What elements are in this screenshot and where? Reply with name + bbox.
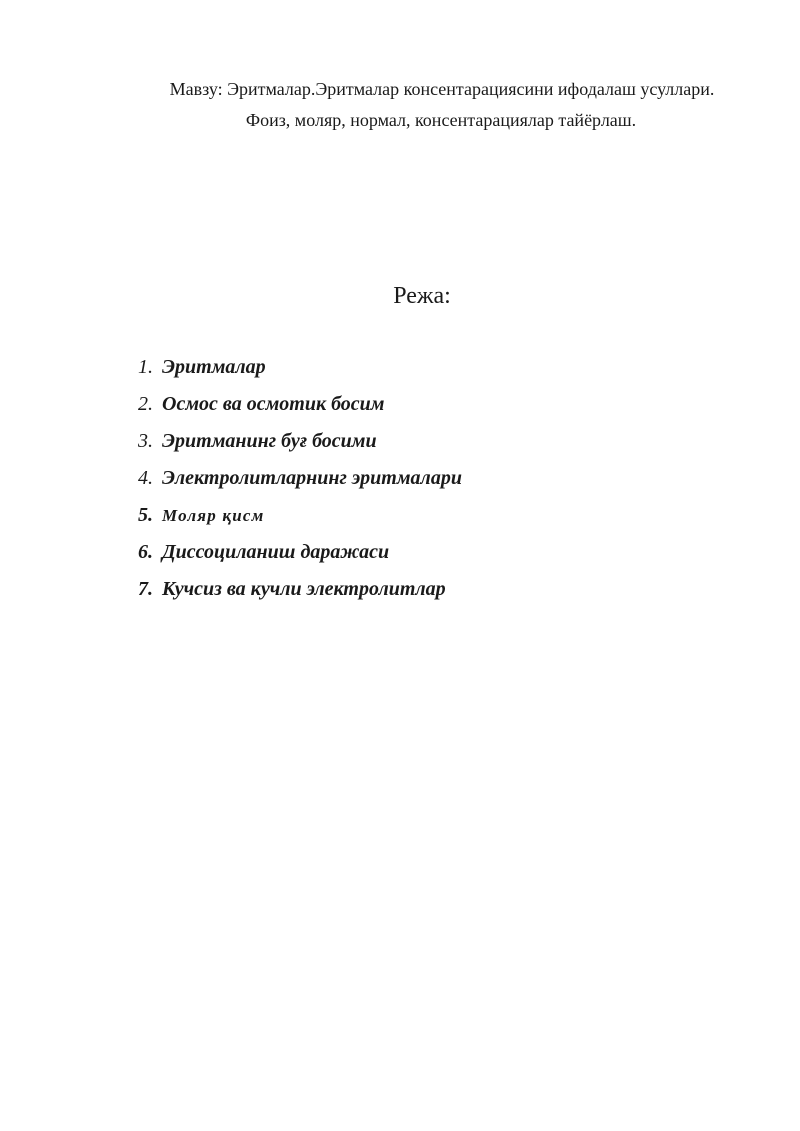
topic-line-2: Фоиз, моляр, нормал, консентарациялар тайёрлаш. [245, 110, 637, 130]
plan-item-5 [138, 500, 462, 537]
plan-list [138, 352, 462, 611]
plan-item-6 [138, 537, 462, 574]
plan-item-text: Диссоциланиш даражаси [162, 541, 390, 563]
plan-item-text: Осмос ва осмотик босим [162, 393, 385, 415]
plan-item-3 [138, 426, 462, 463]
plan-item-text: Эритмалар [162, 356, 266, 378]
plan-item-number: 7. [138, 578, 153, 600]
plan-item-number: 2. [138, 393, 153, 415]
plan-item-text: Кучсиз ва кучли электролитлар [162, 578, 446, 600]
plan-item-number: 6. [138, 541, 153, 563]
plan-item-number: 1. [138, 356, 153, 378]
plan-item-number: 4. [138, 467, 153, 489]
topic-line-1: Мавзу: Эритмалар.Эритмалар консентарациясини ифодалаш усуллари. [169, 79, 715, 99]
plan-item-7 [138, 574, 462, 611]
plan-item-number: 5. [138, 504, 153, 526]
plan-item-text: Электролитларнинг эритмалари [162, 467, 462, 489]
plan-item-number: 3. [138, 430, 153, 452]
plan-title: Режа: [393, 283, 451, 309]
topic-header [0, 74, 800, 136]
plan-item-1 [138, 352, 462, 389]
plan-item-2 [138, 389, 462, 426]
plan-item-text: Моляр қисм [162, 506, 265, 525]
plan-item-4 [138, 463, 462, 500]
plan-item-text: Эритманинг буғ босими [162, 430, 377, 452]
